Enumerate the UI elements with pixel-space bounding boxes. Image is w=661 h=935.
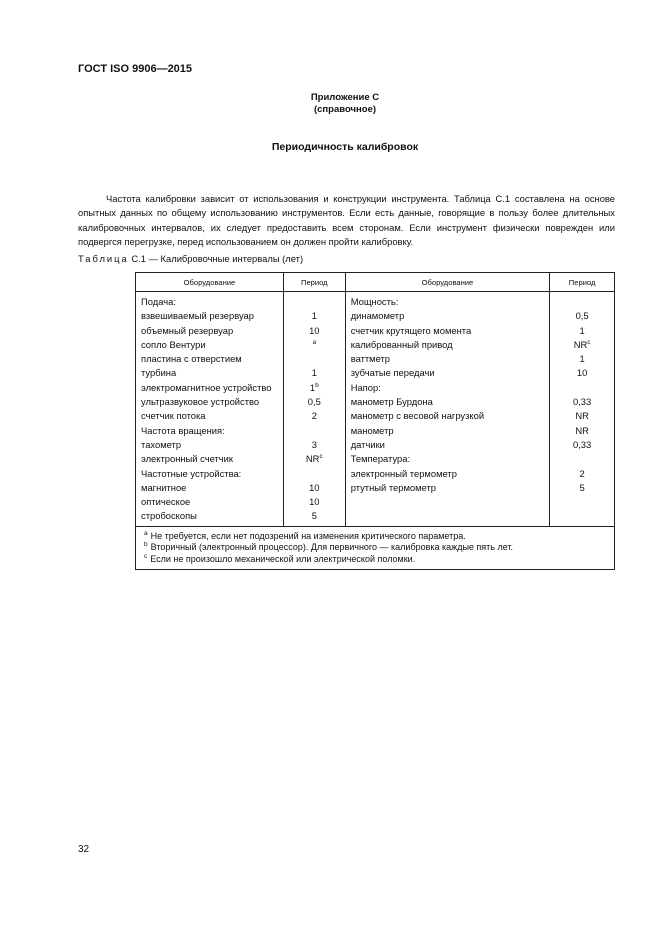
- annex-title: Приложение С: [310, 92, 380, 103]
- period-value: [550, 395, 614, 409]
- period-value: [284, 495, 345, 509]
- period-value: [550, 424, 614, 438]
- equipment-item: электронный счетчик: [141, 453, 234, 465]
- period-number: 0,33: [572, 438, 592, 450]
- period-number: 5: [579, 481, 585, 493]
- period-number: 0,5: [575, 310, 589, 322]
- equipment-item: Подача:: [141, 296, 176, 307]
- period-value: [284, 324, 345, 338]
- period-number: 2: [579, 467, 585, 479]
- period-value: [284, 309, 345, 323]
- footnote-mark: а: [312, 338, 317, 346]
- footnote-mark: а: [144, 529, 148, 537]
- footnote-mark: c: [587, 338, 591, 346]
- period-value: [550, 338, 614, 352]
- period-value: [284, 338, 345, 352]
- period-number: 5: [311, 510, 317, 522]
- period-value: [284, 452, 345, 466]
- period-value: [284, 424, 345, 438]
- table-caption-word: Таблица: [78, 253, 129, 264]
- page-number: 32: [78, 844, 90, 855]
- footnote-mark: c: [319, 453, 323, 461]
- period-number: 10: [309, 324, 320, 336]
- left-equipment-column: [136, 292, 284, 527]
- equipment-item: ультразвуковое устройство: [141, 396, 260, 408]
- period-number: 1: [311, 310, 317, 322]
- intro-paragraph: Частота калибровки зависит от использования и конструкции инструмента. Таблица С.1 составлена на основе опытных данных по общему использованию инструментов. Если есть данные, говорящие в пользу более длительных калибровочных интервалов, их следует предоставить всем сторонам. Если инструмент физически поврежден или подвергся перегрузке, перед использованием он должен пройти калибровку.: [78, 193, 615, 247]
- period-value: [550, 324, 614, 338]
- period-value: [284, 509, 345, 523]
- period-value: [550, 467, 614, 481]
- period-number: NR: [575, 424, 589, 436]
- period-value: [284, 481, 345, 495]
- period-value: [550, 481, 614, 495]
- period-number: NR: [573, 338, 588, 350]
- equipment-item: Мощность:: [350, 296, 399, 307]
- period-value: [550, 352, 614, 366]
- equipment-item: калиброванный привод: [350, 338, 453, 350]
- period-value: [550, 452, 614, 466]
- annex-subtitle: (справочное): [313, 104, 377, 115]
- equipment-item: сопло Вентури: [141, 338, 206, 350]
- equipment-item: Частотные устройства:: [141, 467, 242, 479]
- period-number: 10: [576, 367, 588, 379]
- equipment-item: стробоскопы: [141, 510, 197, 522]
- footnote-text: Не требуется, если нет подозрений на изменения критического параметра.: [150, 530, 466, 541]
- header-equipment-right: Оборудование: [345, 273, 550, 292]
- footnote-text: Если не произошло механической или электрической поломки.: [150, 553, 416, 564]
- equipment-item: ваттметр: [350, 353, 391, 365]
- equipment-item: электромагнитное устройство: [141, 381, 272, 393]
- equipment-item: магнитное: [141, 481, 187, 493]
- period-value: [284, 295, 345, 309]
- equipment-item: динамометр: [350, 310, 405, 322]
- period-value: [284, 366, 345, 380]
- table-footnote: [136, 554, 614, 566]
- equipment-item: счетчик крутящего момента: [350, 324, 472, 336]
- period-value: [284, 395, 345, 409]
- annex-heading: [0, 92, 661, 116]
- table-notes: [136, 526, 615, 569]
- standard-code: ГОСТ ISO 9906—2015: [78, 63, 193, 75]
- table-caption: [78, 253, 303, 264]
- equipment-item: ртутный термометр: [350, 481, 436, 493]
- equipment-item: манометр: [350, 424, 394, 436]
- equipment-item: электронный термометр: [350, 467, 457, 479]
- period-value: [284, 467, 345, 481]
- equipment-item: оптическое: [141, 496, 191, 508]
- header-period-right: Период: [550, 273, 615, 292]
- table-caption-text: С.1 — Калибровочные интервалы (лет): [131, 253, 304, 264]
- footnote-mark: b: [144, 541, 148, 549]
- header-equipment-left: Оборудование: [136, 273, 284, 292]
- period-number: 1: [309, 381, 316, 393]
- equipment-item: датчики: [350, 438, 385, 450]
- footnote-mark: c: [144, 552, 148, 560]
- period-value: [550, 366, 614, 380]
- equipment-item: Частота вращения:: [141, 424, 225, 436]
- equipment-item: счетчик потока: [141, 410, 206, 422]
- right-period-column: [550, 292, 615, 527]
- table-header-row: [136, 273, 615, 292]
- equipment-item: объемный резервуар: [141, 324, 234, 336]
- table-footnote: [136, 542, 614, 554]
- equipment-item: зубчатые передачи: [350, 367, 435, 379]
- period-number: 1: [579, 353, 585, 365]
- table-notes-row: [136, 526, 615, 569]
- period-value: [550, 438, 614, 452]
- period-value: [550, 409, 614, 423]
- equipment-item: тахометр: [141, 438, 182, 450]
- table-footnote: [136, 531, 614, 543]
- period-number: 1: [579, 324, 585, 336]
- period-value: [284, 381, 345, 395]
- period-number: 0,5: [307, 396, 321, 408]
- period-value: [284, 409, 345, 423]
- header-period-left: Период: [283, 273, 345, 292]
- equipment-item: Напор:: [350, 381, 381, 393]
- equipment-item: Температура:: [350, 453, 411, 465]
- period-number: 2: [311, 410, 317, 422]
- equipment-item: манометр Бурдона: [350, 396, 433, 408]
- period-number: 1: [311, 367, 317, 379]
- equipment-item: турбина: [141, 367, 177, 379]
- period-number: 10: [309, 496, 320, 508]
- period-number: NR: [575, 410, 589, 422]
- period-value: [550, 295, 614, 309]
- calibration-table: [135, 272, 615, 570]
- period-value: [284, 438, 345, 452]
- period-number: 10: [309, 481, 320, 493]
- equipment-item: манометр с весовой нагрузкой: [350, 410, 485, 422]
- right-equipment-column: [345, 292, 550, 527]
- period-number: 0,33: [572, 396, 592, 408]
- footnote-mark: b: [315, 381, 319, 389]
- equipment-item: взвешиваемый резервуар: [141, 310, 254, 322]
- footnote-text: Вторичный (электронный процессор). Для первичного — калибровка каждые пять лет.: [150, 542, 514, 553]
- period-number: 3: [311, 438, 317, 450]
- table-body-row: [136, 292, 615, 527]
- period-value: [550, 309, 614, 323]
- equipment-item: пластина с отверстием: [141, 353, 242, 365]
- period-value: [284, 352, 345, 366]
- left-period-column: [283, 292, 345, 527]
- section-title: Периодичность калибровок: [271, 141, 419, 153]
- period-number: NR: [305, 453, 320, 465]
- period-value: [550, 381, 614, 395]
